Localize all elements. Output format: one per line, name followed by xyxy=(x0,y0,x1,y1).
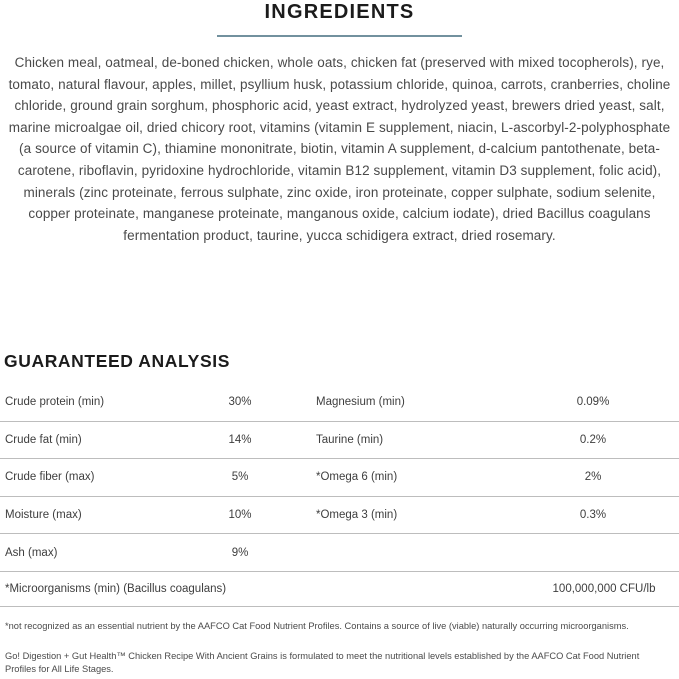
nutrient-value: 0.2% xyxy=(579,433,607,446)
nutrient-label: *Omega 3 (min) xyxy=(316,509,398,522)
ingredients-header xyxy=(0,1,679,37)
nutrient-value: 100,000,000 CFU/lb xyxy=(552,583,656,596)
nutrient-label: *Microorganisms (min) (Bacillus coagulans) xyxy=(5,583,227,596)
nutrient-label: Crude fat (min) xyxy=(5,433,82,446)
asterisk-footnote: *not recognized as an essential nutrient by the AAFCO Cat Food Nutrient Profiles. Contains a source of live (viable) naturally occurring microorganisms. xyxy=(5,621,629,631)
table-row xyxy=(0,459,679,497)
guaranteed-analysis-table xyxy=(0,384,679,607)
nutrient-value: 5% xyxy=(231,471,249,484)
nutrient-label: Taurine (min) xyxy=(316,433,384,446)
table-row xyxy=(0,422,679,460)
table-row xyxy=(0,497,679,535)
nutrient-label: Crude protein (min) xyxy=(5,396,105,409)
nutrient-label: *Omega 6 (min) xyxy=(316,471,398,484)
aafco-statement-footnote: Go! Digestion + Gut Health™ Chicken Recipe With Ancient Grains is formulated to meet the nutritional levels established by the AAFCO Cat Food Nutrient Profiles for All Life Stages. xyxy=(5,651,640,674)
nutrient-label: Crude fiber (max) xyxy=(5,471,95,484)
nutrient-label: Ash (max) xyxy=(5,546,58,559)
guaranteed-analysis-title: GUARANTEED ANALYSIS xyxy=(4,351,230,371)
ingredients-text: Chicken meal, oatmeal, de-boned chicken, whole oats, chicken fat (preserved with mixed tocopherols), rye, tomato, natural flavour, apples, millet, psyllium husk, potassium chloride, quinoa, carrots, cranberries, choline chloride, ground grain sorghum, phosphoric acid, yeast extract, hydrolyzed yeast, brewers dried yeast, salt, marine microalgae oil, dried chicory root, vitamins (vitamin E supplement, niacin, L-ascorbyl-2-polyphosphate (a source of vitamin C), thiamine mononitrate, biotin, vitamin A supplement, d-calcium pantothenate, beta-carotene, riboflavin, pyridoxine hydrochloride, vitamin B12 supplement, vitamin D3 supplement, folic acid), minerals (zinc proteinate, ferrous sulphate, zinc oxide, iron proteinate, copper sulphate, sodium selenite, copper proteinate, manganese proteinate, manganous oxide, calcium iodate), dried Bacillus coagulans fermentation product, taurine, yucca schidigera extract, dried rosemary. xyxy=(8,55,671,243)
nutrient-value: 2% xyxy=(584,471,602,484)
nutrient-value: 30% xyxy=(228,396,252,409)
ingredients-title: INGREDIENTS xyxy=(264,1,415,23)
ingredients-underline-rule xyxy=(217,35,462,37)
nutrient-value: 0.09% xyxy=(576,396,610,409)
nutrient-value: 10% xyxy=(228,509,252,522)
nutrient-label: Magnesium (min) xyxy=(316,396,405,409)
nutrient-label: Moisture (max) xyxy=(5,509,82,522)
table-row xyxy=(0,534,679,572)
table-row xyxy=(0,384,679,422)
nutrient-value: 14% xyxy=(228,433,252,446)
nutrient-value: 9% xyxy=(231,546,249,559)
nutrient-value: 0.3% xyxy=(579,509,607,522)
table-row-microorganisms xyxy=(0,572,679,608)
